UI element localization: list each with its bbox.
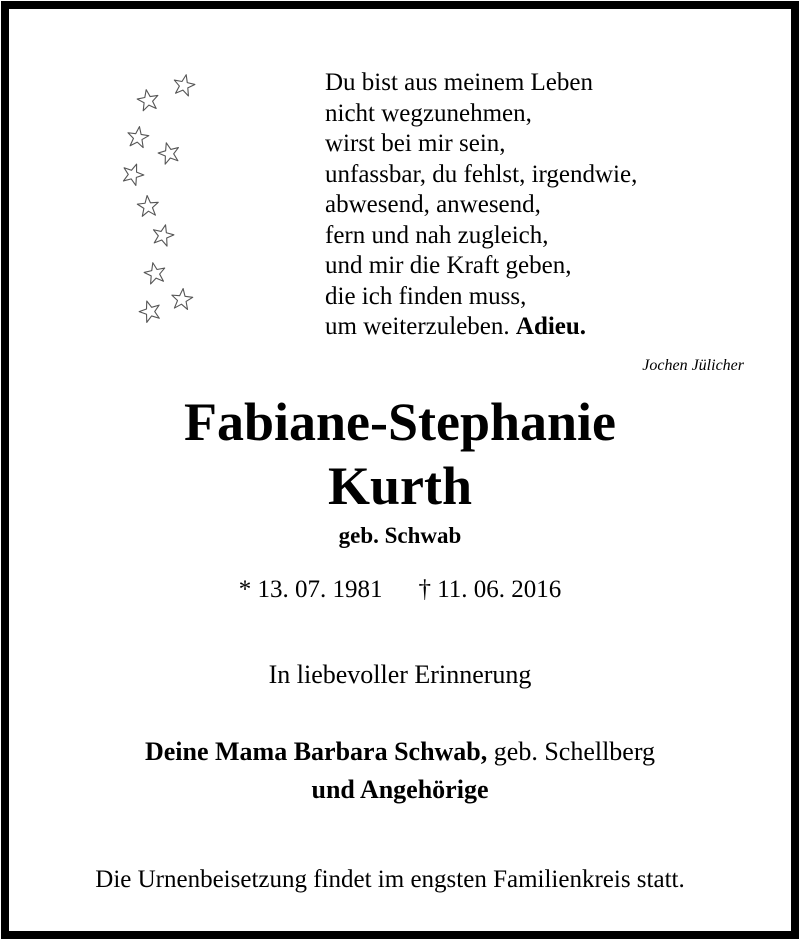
mourners xyxy=(0,733,800,809)
star-outline-icon xyxy=(124,123,151,150)
star-outline-icon xyxy=(135,193,161,219)
poem-line: unfassbar, du fehlst, irgendwie, xyxy=(325,160,638,188)
star-outline-icon xyxy=(169,286,195,312)
star-outline-icon xyxy=(141,259,169,287)
poem-line: nicht wegzunehmen, xyxy=(325,99,532,127)
star-outline-icon xyxy=(154,138,183,167)
burial-note: Die Urnenbeisetzung findet im engsten Familienkreis statt. xyxy=(95,866,685,893)
poem-line: fern und nah zugleich, xyxy=(325,221,549,249)
deceased-surname: Kurth xyxy=(327,456,473,516)
mourner-name: Deine Mama Barbara Schwab, xyxy=(144,737,488,766)
poem xyxy=(325,68,637,343)
poem-line: die ich finden muss, xyxy=(325,282,527,310)
star-decoration xyxy=(100,60,220,330)
birth-date: * 13. 07. 1981 xyxy=(238,576,383,603)
mourner-birth-name: geb. Schellberg xyxy=(493,737,656,766)
star-outline-icon xyxy=(134,86,162,114)
poem-last-line-text: um weiterzuleben. xyxy=(325,313,510,340)
life-dates xyxy=(0,576,800,604)
poem-line: wirst bei mir sein, xyxy=(325,130,506,157)
star-outline-icon xyxy=(170,71,198,99)
death-date: † 11. 06. 2016 xyxy=(418,576,562,603)
relatives: und Angehörige xyxy=(311,775,489,804)
poem-author: Jochen Jülicher xyxy=(642,357,744,374)
star-outline-icon xyxy=(148,220,177,249)
poem-line: Du bist aus meinem Leben xyxy=(325,69,593,96)
poem-last-line xyxy=(325,312,637,343)
poem-farewell: Adieu. xyxy=(515,313,587,340)
poem-line: und mir die Kraft geben, xyxy=(325,252,572,279)
star-outline-icon xyxy=(135,296,165,326)
mourners-line xyxy=(0,733,800,771)
birth-name: geb. Schwab xyxy=(338,523,462,548)
memorial-text: In liebevoller Erinnerung xyxy=(268,660,532,689)
deceased-first-names: Fabiane-Stephanie xyxy=(183,392,617,452)
mourners-line xyxy=(0,771,800,809)
star-outline-icon xyxy=(118,159,149,190)
poem-line: abwesend, anwesend, xyxy=(325,191,541,218)
